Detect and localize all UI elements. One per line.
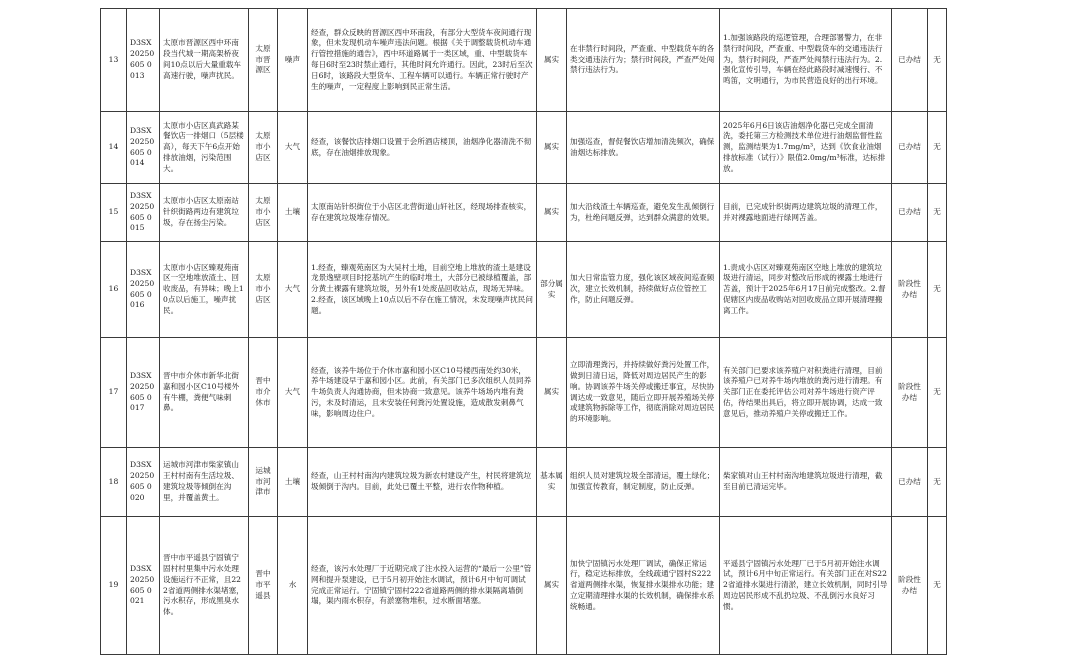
administrative-area: 运城市河津市: [249, 448, 278, 517]
table-row: [101, 9, 947, 112]
verification-category: 属实: [537, 112, 567, 184]
case-code: D3SX20250605 0014: [127, 112, 160, 184]
accountability-note: 无: [928, 338, 947, 448]
table-row: [101, 448, 947, 517]
rectification-result: 平遥县宁固镇污水处理厂已于5月初开始注水调试，预计6月中旬正常运行。有关部门正在对S222省道排水渠进行清淤，建立长效机制，同时引导周边居民形成不乱扔垃圾、不乱倒污水良好习惯。: [720, 517, 892, 655]
case-status: 阶段性办结: [892, 338, 928, 448]
table-row: [101, 112, 947, 184]
pollution-type: 水: [278, 517, 308, 655]
rectification-measures: 在非禁行时间段，严查重、中型载货车的各类交通违法行为；禁行时间段，严查严处闯禁行违法行为。: [567, 9, 720, 112]
row-number: 14: [101, 112, 127, 184]
verification-category: 属实: [537, 517, 567, 655]
rectification-measures: 加快宁固镇污水处理厂调试，确保正常运行，稳定达标排放，全线疏通宁固村S222省道两侧排水渠，恢复排水渠排水功能；建立定期清理排水渠的长效机制，确保排水系统畅通。: [567, 517, 720, 655]
accountability-note: 无: [928, 242, 947, 338]
case-status: 阶段性办结: [892, 517, 928, 655]
administrative-area: 太原市晋源区: [249, 9, 278, 112]
investigation-finding: 太原南站针织街位于小店区北营街道山轩社区，经现场排查核实，存在建筑垃圾堆存情况。: [308, 184, 537, 242]
verification-category: 属实: [537, 184, 567, 242]
investigation-finding: 经查，该污水处理厂于近期完成了注水投入运营的“最后一公里”管网和提升泵建设，已于5月初开始注水调试，预计6月中旬可调试完成正常运行。宁固镇宁固村222省道路两侧的排水渠隔离墙倒塌，渠内雨水积存，有淤塞物堆积，过水断面堵塞。: [308, 517, 537, 655]
accountability-note: 无: [928, 112, 947, 184]
row-number: 13: [101, 9, 127, 112]
rectification-result: 柴家镇对山王村村南沟地建筑垃圾进行清理，截至目前已清运完毕。: [720, 448, 892, 517]
case-code: D3SX20250605 0013: [127, 9, 160, 112]
verification-category: 属实: [537, 9, 567, 112]
case-code: D3SX20250605 0020: [127, 448, 160, 517]
investigation-finding: 经查，群众反映的晋源区西中环南段，有部分大型货车夜间通行现象，但未发现机动车噪声违法问题。根据《关于调整载货机动车通行管控措施的通告》，西中环道路属于一类区域，重、中型载货车每日6时至23时禁止通行，其他时间允许通行。因此，23时后至次日6时，该路段大型货车、工程车辆可以通行。车辆正常行驶时产生的噪声，一定程度上影响到民正常生活。: [308, 9, 537, 112]
case-code: D3SX20250605 0021: [127, 517, 160, 655]
accountability-note: 无: [928, 448, 947, 517]
case-status: 已办结: [892, 184, 928, 242]
table-body: [101, 9, 947, 655]
row-number: 16: [101, 242, 127, 338]
investigation-finding: 经查，该养牛场位于介休市嘉和园小区C10号楼西南处约30米，养牛场建设早于嘉和园小区。此前，有关部门已多次组织人员同养牛场负责人沟通协商，但未协商一致意见。该养牛场场内堆有粪污，未及时清运，且未安装任何粪污处置设施，造成散发刺鼻气味，影响周边住户。: [308, 338, 537, 448]
table-row: [101, 242, 947, 338]
administrative-area: 晋中市平遥县: [249, 517, 278, 655]
pollution-type: 土壤: [278, 184, 308, 242]
rectification-result: 目前，已完成针织街两边建筑垃圾的清理工作，并对裸露地面进行绿网苫盖。: [720, 184, 892, 242]
complaint-content: 晋中市平遥县宁固镇宁固村村里集中污水处理设施运行不正常，且222省道两侧排水渠堵塞，污水积存，形成黑臭水体。: [160, 517, 249, 655]
case-code: D3SX20250605 0017: [127, 338, 160, 448]
complaint-content: 太原市小店区真武路某餐饮店一排烟口（5层楼高），每天下午6点开始排放油烟，污染范围大。: [160, 112, 249, 184]
rectification-measures: 加强巡查，督促餐饮店增加清洗频次，确保油烟达标排放。: [567, 112, 720, 184]
complaint-content: 太原市小店区太原南站针织街路两边有建筑垃圾，存在扬尘污染。: [160, 184, 249, 242]
rectification-result: 1.加强该路段的巡逻管理，合理部署警力，在非禁行时间段，严查重、中型载货车的交通违法行为，禁行时间段，严查严处闯禁行违法行为。2.强化宣传引导，车辆在经此路段时减速慢行、不鸣笛，文明通行，为市民营造良好的出行环境。: [720, 9, 892, 112]
pollution-type: 大气: [278, 242, 308, 338]
administrative-area: 太原市小店区: [249, 112, 278, 184]
administrative-area: 太原市小店区: [249, 242, 278, 338]
table-row: [101, 517, 947, 655]
investigation-finding: 1.经查，臻观苑南区为大吴村土地，目前空地上堆放的渣土是建设龙景逸壁项目时挖基坑产生的临时堆土，大部分已被绿植覆盖，部分黄土裸露有建筑垃圾，另外有1处废品回收站点，现场无异味。2.经查，该区域晚上10点以后不存在施工情况，未发现噪声扰民问题。: [308, 242, 537, 338]
rectification-measures: 组织人员对建筑垃圾全部清运，覆土绿化；加强宣传教育，制定制度，防止反弹。: [567, 448, 720, 517]
row-number: 19: [101, 517, 127, 655]
verification-category: 属实: [537, 338, 567, 448]
rectification-measures: 加大沿线渣土车辆巡查，避免发生乱倾倒行为，杜绝问题反弹，达到群众满意的效果。: [567, 184, 720, 242]
investigation-finding: 经查，山王村村南沟内建筑垃圾为新农村建设产生，村民将建筑垃圾倾倒于沟内。目前，此处已覆土平整，进行农作物种植。: [308, 448, 537, 517]
rectification-measures: 立即清理粪污，并持续做好粪污处置工作，做到日清日运，降低对周边居民产生的影响。协调该养牛场关停或搬迁事宜，尽快协调达成一致意见，随后立即开展养殖场关停或建筑物拆除等工作，彻底消除对周边居民的环境影响。: [567, 338, 720, 448]
verification-category: 基本属实: [537, 448, 567, 517]
complaint-content: 太原市小店区臻观苑南区一空地堆放渣土、回收废品，有异味；晚上10点以后施工，噪声扰民。: [160, 242, 249, 338]
administrative-area: 太原市小店区: [249, 184, 278, 242]
complaint-table: [100, 8, 947, 655]
case-status: 已办结: [892, 112, 928, 184]
row-number: 17: [101, 338, 127, 448]
complaint-content: 晋中市介休市新华北街嘉和园小区C10号楼外有牛棚，粪便气味刺鼻。: [160, 338, 249, 448]
verification-category: 部分属实: [537, 242, 567, 338]
case-status: 已办结: [892, 9, 928, 112]
accountability-note: 无: [928, 184, 947, 242]
row-number: 18: [101, 448, 127, 517]
case-code: D3SX20250605 0015: [127, 184, 160, 242]
accountability-note: 无: [928, 517, 947, 655]
complaint-content: 太原市晋源区西中环南段当代城一期高架桥夜间10点以后大量重载车高速行驶，噪声扰民。: [160, 9, 249, 112]
accountability-note: 无: [928, 9, 947, 112]
pollution-type: 噪声: [278, 9, 308, 112]
pollution-type: 土壤: [278, 448, 308, 517]
rectification-measures: 加大日常监管力度，强化该区域夜间巡查频次，建立长效机制，持续做好点位管控工作，防止问题反弹。: [567, 242, 720, 338]
rectification-result: 2025年6月6日该店油烟净化器已完成全面清洗，委托第三方检测技术单位进行油烟监督性监测，监测结果为1.7mg/m³，达到《饮食业油烟排放标准（试行）》限值2.0mg/m³标准，达标排放。: [720, 112, 892, 184]
case-code: D3SX20250605 0016: [127, 242, 160, 338]
complaint-content: 运城市河津市柴家镇山王村村南有生活垃圾、建筑垃圾等倾倒在沟里，并覆盖黄土。: [160, 448, 249, 517]
rectification-result: 1.责成小店区对臻观苑南区空地上堆放的建筑垃圾进行清运，同步对整改后形成的裸露土地进行苫盖，预计于2025年6月17日前完成整改。2.督促辖区内废品收购站对回收废品立即开展清理搬离工作。: [720, 242, 892, 338]
investigation-finding: 经查，该餐饮店排烟口设置于会所酒店楼顶，油烟净化器清洗不彻底，存在油烟排放现象。: [308, 112, 537, 184]
rectification-result: 有关部门已要求该养殖户对积粪进行清理，目前该养殖户已对养牛场内堆放的粪污进行清理。有关部门正在委托评估公司对养牛场进行资产评估，待结果出具后，将立即开展协调，达成一致意见后，推动养殖户关停或搬迁工作。: [720, 338, 892, 448]
administrative-area: 晋中市介休市: [249, 338, 278, 448]
table-row: [101, 338, 947, 448]
case-status: 阶段性办结: [892, 242, 928, 338]
table-row: [101, 184, 947, 242]
row-number: 15: [101, 184, 127, 242]
case-status: 已办结: [892, 448, 928, 517]
pollution-type: 大气: [278, 112, 308, 184]
pollution-type: 大气: [278, 338, 308, 448]
